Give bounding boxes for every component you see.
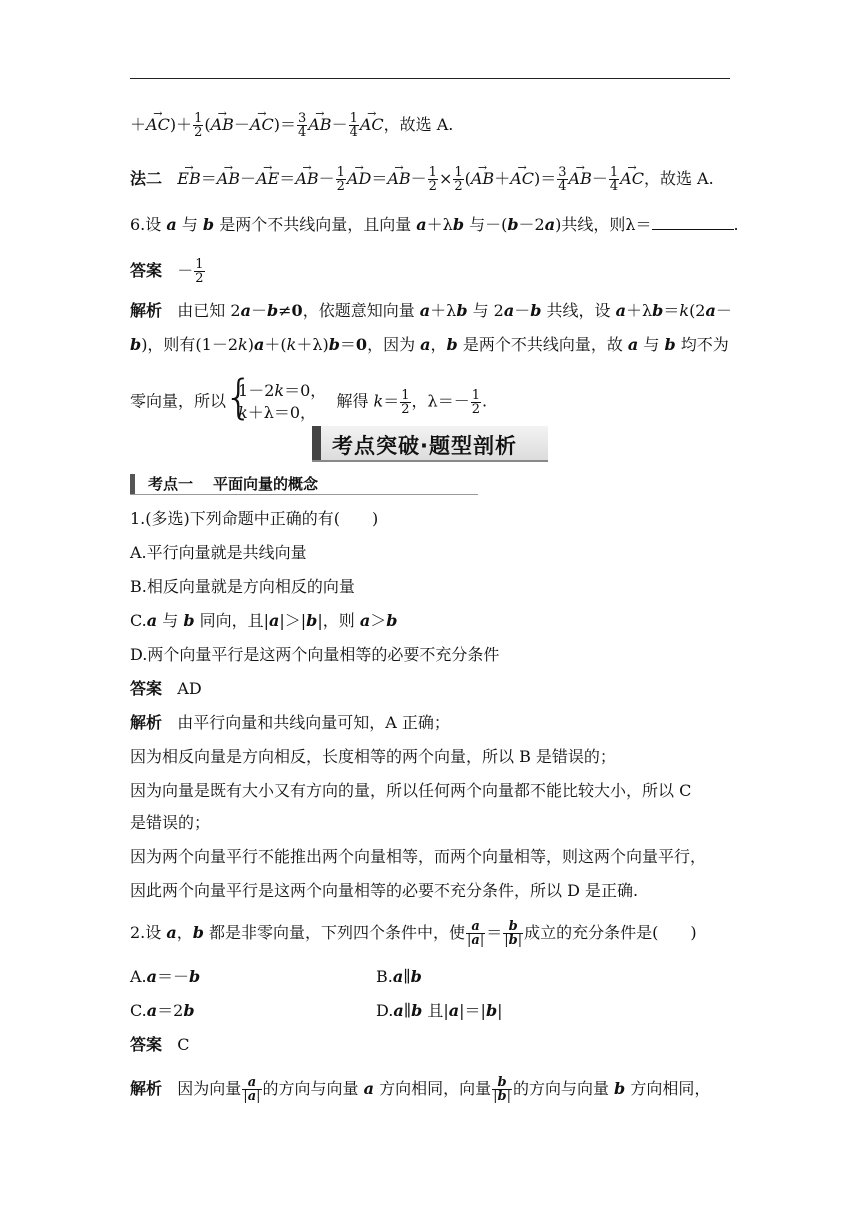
question-1-analysis-1: 解析 由平行向量和共线向量可知，A 正确；: [130, 713, 450, 732]
question-1-analysis-3: 因为向量是既有大小又有方向的量，所以任何两个向量都不能比较大小，所以 C: [130, 781, 692, 800]
question-2-stem: 2.设 a，b 都是非零向量，下列四个条件中，使 $\frac{a}{|a|}$ ＝ $\frac{b}{|b|}$ 成立的充分条件是( ): [130, 919, 697, 948]
banner-title: 考点突破·题型剖析: [332, 434, 517, 458]
banner-accent-bar: [312, 426, 321, 460]
question-6-stem: 6.设 a 与 b 是两个不共线向量，且向量 a＋λb 与－(b－2a)共线，则λ＝ .: [130, 215, 739, 234]
question-2-analysis: 解析 因为向量 $\frac{a}{|a|}$ 的方向与向量 a 方向相同，向量 $\frac{b}{|b|}$ 的方向与向量 b 方向相同，: [130, 1075, 711, 1104]
question-1-option-a: A.平行向量就是共线向量: [130, 543, 307, 562]
question-1-option-d: D.两个向量平行是这两个向量相等的必要不充分条件: [130, 645, 500, 664]
question-1-analysis-5: 因为两个向量平行不能推出两个向量相等，而两个向量相等，则这两个向量平行，: [130, 847, 707, 866]
equation-system: { 1－2k＝0， k＋λ＝0，: [226, 380, 326, 424]
question-6-answer: 答案 － $\frac{1}{2}$: [130, 257, 204, 286]
answer-blank: [652, 215, 734, 230]
solution-method-2: 法二 → EB＝→ AB－→ AE＝→ AB－ $\frac{1}{2}$ → AD＝→ AB－ $\frac{1}{2}$ × $\frac{1}{2}$ (→ AB＋→ AC)＝ $\frac{3}{4}$ → AB－ $\frac{1}{4}$ → AC，故选 A.: [130, 166, 714, 193]
question-2-answer: 答案 C: [130, 1035, 190, 1054]
question-1-analysis-2: 因为相反向量是方向相反，长度相等的两个向量，所以 B 是错误的；: [130, 747, 616, 766]
question-1-option-c: C.a 与 b 同向，且|a|＞|b|，则 a＞b: [130, 611, 398, 630]
question-2-option-c: C.a＝2b: [130, 1001, 195, 1020]
section-banner: [312, 426, 548, 462]
solution-line-1: ＋→ AC)＋ $\frac{1}{2}$ (→ AB－→ AC)＝ $\frac{3}{4}$ → AB－ $\frac{1}{4}$ → AC，故选 A.: [130, 112, 453, 139]
question-2-option-b: B.a∥b: [376, 967, 422, 986]
question-1-answer: 答案 AD: [130, 679, 202, 698]
question-1-option-b: B.相反向量就是方向相反的向量: [130, 577, 355, 596]
question-2-option-d: D.a∥b 且|a|＝|b|: [376, 1001, 503, 1020]
section-label: 考点一: [148, 475, 194, 493]
section-accent-bar: [130, 474, 135, 494]
header-rule: [130, 78, 730, 79]
section-title: 平面向量的概念: [213, 475, 319, 493]
question-1-analysis-6: 因此两个向量平行是这两个向量相等的必要不充分条件，所以 D 是正确.: [130, 881, 639, 900]
question-6-analysis-1: 解析 由已知 2a－b≠0，依题意知向量 a＋λb 与 2a－b 共线，设 a＋λb＝k(2a－: [130, 301, 732, 320]
question-6-analysis-3: 零向量，所以 { 1－2k＝0， k＋λ＝0， 解得 k＝ $\frac{1}{2}$ ，λ＝－ $\frac{1}{2}$ .: [130, 380, 487, 424]
question-2-option-a: A.a＝－b: [130, 967, 201, 986]
question-6-analysis-2: b)，则有(1－2k)a＋(k＋λ)b＝0，因为 a，b 是两个不共线向量，故 a 与 b 均不为: [130, 335, 729, 354]
section-heading: [130, 472, 478, 495]
question-1-analysis-4: 是错误的；: [130, 813, 211, 832]
question-1-stem: 1.(多选)下列命题中正确的有( ): [130, 509, 379, 528]
